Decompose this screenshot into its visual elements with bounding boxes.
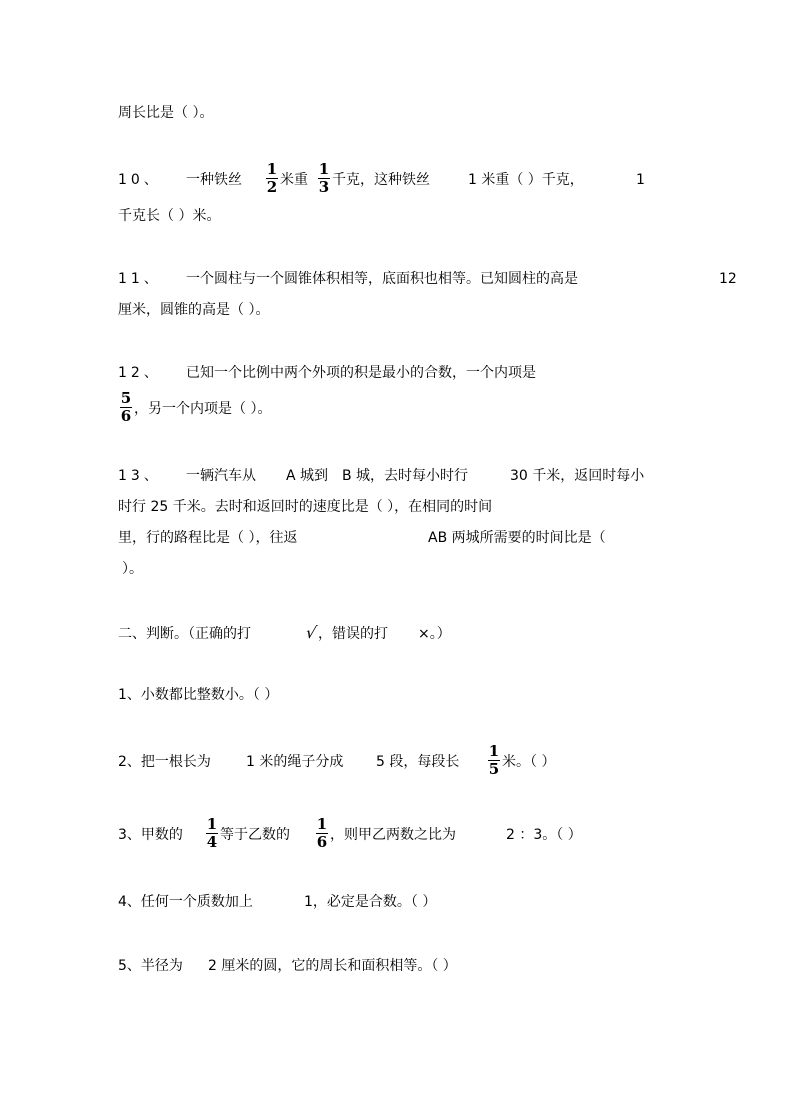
judgement-1: 1、小数都比整数小。（ ） xyxy=(118,687,279,703)
fraction-five-sixths: 5 6 xyxy=(120,389,132,425)
fraction-one-quarter: 1 4 xyxy=(206,815,218,851)
judgement-4-b: 1，必定是合数。（ ） xyxy=(304,894,437,910)
fraction-one-sixth: 1 6 xyxy=(316,815,328,851)
judgement-4-a: 4、任何一个质数加上 xyxy=(118,894,253,910)
q10-number: 10、 xyxy=(118,172,162,188)
q12-number: 12、 xyxy=(118,365,162,381)
judgement-2-a: 2、把一根长为 xyxy=(118,754,211,770)
q13-text-g: AB 两城所需要的时间比是（ xyxy=(428,530,606,546)
q10-text-d: 1 米重（ ）千克， xyxy=(468,172,584,188)
q13-text-c: B 城，去时每小时行 xyxy=(342,468,469,484)
checkmark-icon: √ xyxy=(304,623,319,642)
q10-text-b: 米重 xyxy=(280,172,308,188)
section-2-heading-b: ，错误的打 xyxy=(318,626,388,642)
judgement-3-c: ，则甲乙两数之比为 xyxy=(330,827,456,843)
fraction-one-half: 1 2 xyxy=(266,160,278,196)
q12-text-b: ，另一个内项是（ ）。 xyxy=(134,401,272,417)
q10-text-c: 千克，这种铁丝 xyxy=(332,172,430,188)
q11-text-b: 12 xyxy=(719,271,737,287)
judgement-2-c: 5 段，每段长 xyxy=(376,754,460,770)
fraction-one-third: 1 3 xyxy=(318,160,330,196)
section-2-heading-c: ×。） xyxy=(418,626,451,642)
q13-text-e: 时行 25 千米。去时和返回时的速度比是（ ），在相同的时间 xyxy=(118,499,493,515)
judgement-5-a: 5、半径为 xyxy=(118,958,183,974)
q13-text-b: A 城到 xyxy=(286,468,329,484)
q13-text-h: ）。 xyxy=(122,561,143,577)
judgement-5-b: 2 厘米的圆，它的周长和面积相等。（ ） xyxy=(208,958,457,974)
judgement-2-d: 米。（ ） xyxy=(502,754,556,770)
line-perimeter-ratio: 周长比是（ ）。 xyxy=(118,105,214,121)
judgement-3-a: 3、甲数的 xyxy=(118,827,183,843)
q12-text-a: 已知一个比例中两个外项的积是最小的合数，一个内项是 xyxy=(186,365,536,381)
fraction-one-fifth: 1 5 xyxy=(488,742,500,778)
q11-text-a: 一个圆柱与一个圆锥体积相等，底面积也相等。已知圆柱的高是 xyxy=(186,271,578,287)
q13-text-a: 一辆汽车从 xyxy=(186,468,256,484)
judgement-3-d: 2 ：3。（ ） xyxy=(506,827,582,843)
q11-text-c: 厘米，圆锥的高是（ ）。 xyxy=(118,302,270,318)
judgement-2-b: 1 米的绳子分成 xyxy=(246,754,344,770)
q10-text-e: 1 xyxy=(636,172,645,188)
q10-text-a: 一种铁丝 xyxy=(186,172,242,188)
q10-text-f: 千克长（ ）米。 xyxy=(118,208,221,224)
q13-text-f: 里，行的路程比是（ ），往返 xyxy=(118,530,298,546)
q11-number: 11、 xyxy=(118,271,162,287)
section-2-heading-a: 二、判断。（正确的打 xyxy=(118,626,251,642)
q13-text-d: 30 千米，返回时每小 xyxy=(510,468,645,484)
q13-number: 13、 xyxy=(118,468,162,484)
judgement-3-b: 等于乙数的 xyxy=(220,827,290,843)
